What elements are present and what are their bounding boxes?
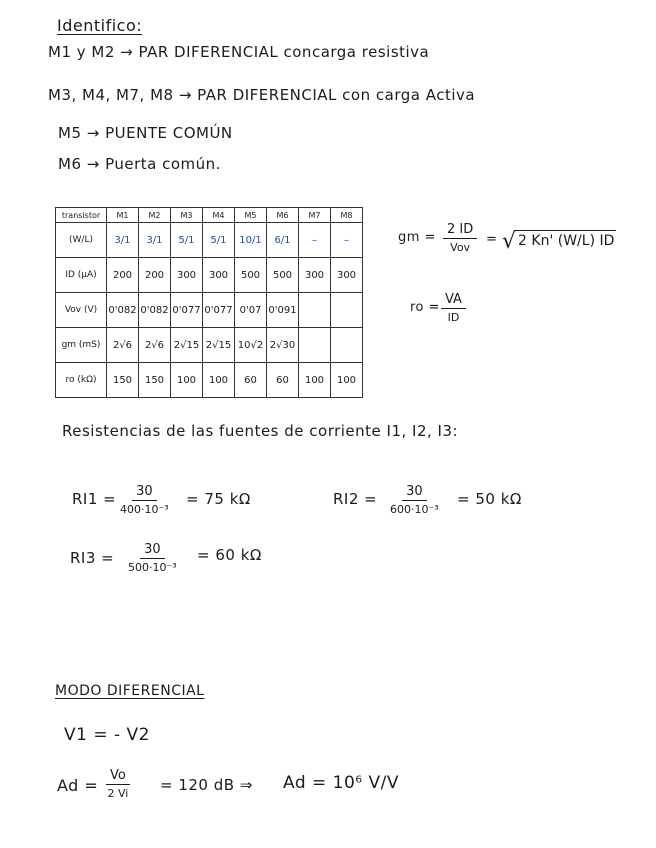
- table-cell: 3/1: [107, 223, 139, 258]
- table-cell: 3/1: [139, 223, 171, 258]
- table-cell: [331, 293, 363, 328]
- ad-numerator: Vo: [106, 768, 130, 785]
- line-m5: M5 → PUENTE COMÚN: [58, 124, 233, 142]
- table-cell: [299, 328, 331, 363]
- ri1-result: = 75 kΩ: [186, 490, 251, 508]
- table-cell: 100: [331, 363, 363, 398]
- gm-radicand: 2 Kn' (W/L) ID: [516, 230, 616, 249]
- col-header: M6: [267, 208, 299, 223]
- col-header: M3: [171, 208, 203, 223]
- table-cell: 2√30: [267, 328, 299, 363]
- table-cell: –: [331, 223, 363, 258]
- ad-fraction: [106, 768, 130, 800]
- table-cell: 100: [203, 363, 235, 398]
- ri1-numerator: 30: [132, 484, 157, 501]
- ri2-fraction: [390, 484, 439, 516]
- table-cell: 100: [299, 363, 331, 398]
- ro-fraction: [441, 292, 466, 324]
- table-cell: 2√15: [203, 328, 235, 363]
- table-cell: 5/1: [171, 223, 203, 258]
- gm-equals: =: [486, 232, 498, 247]
- table-cell: 60: [267, 363, 299, 398]
- table-cell: 2√15: [171, 328, 203, 363]
- table-cell: 0'091: [267, 293, 299, 328]
- table-cell: 300: [299, 258, 331, 293]
- col-header: M1: [107, 208, 139, 223]
- gm-denominator: Vov: [450, 241, 471, 254]
- table-cell: 300: [203, 258, 235, 293]
- gm-formula-lhs: gm =: [398, 230, 436, 245]
- col-header: M5: [235, 208, 267, 223]
- table-cell: 0'07: [235, 293, 267, 328]
- ri2-result: = 50 kΩ: [457, 490, 522, 508]
- table-cell: 0'077: [203, 293, 235, 328]
- ri1-lhs: RI1 =: [72, 490, 117, 508]
- table-cell: [331, 328, 363, 363]
- ro-numerator: VA: [441, 292, 466, 309]
- line-m3-m8: M3, M4, M7, M8 → PAR DIFERENCIAL con carga Activa: [48, 86, 476, 104]
- table-cell: 300: [171, 258, 203, 293]
- table-row-id: [56, 258, 363, 293]
- table-corner-label: transistor: [56, 208, 107, 223]
- col-header: M8: [331, 208, 363, 223]
- ri3-denominator: 500·10⁻³: [128, 561, 177, 574]
- ad-denominator: 2 Vi: [107, 787, 129, 800]
- col-header: M2: [139, 208, 171, 223]
- table-cell: 10√2: [235, 328, 267, 363]
- transistor-table: [55, 207, 363, 398]
- table-row-ro: [56, 363, 363, 398]
- row-label: ID (µA): [56, 258, 107, 293]
- ri2-numerator: 30: [402, 484, 427, 501]
- table-cell: 0'082: [139, 293, 171, 328]
- table-cell: 6/1: [267, 223, 299, 258]
- page-heading: Identifico:: [57, 16, 143, 35]
- ri3-fraction: [128, 542, 177, 574]
- ad-linear-value: Ad = 10⁶ V/V: [283, 773, 400, 793]
- col-header: M4: [203, 208, 235, 223]
- ad-lhs: Ad =: [57, 776, 99, 795]
- gm-numerator: 2 ID: [443, 222, 477, 239]
- voltage-relation: V1 = - V2: [64, 725, 150, 745]
- ri1-denominator: 400·10⁻³: [120, 503, 169, 516]
- table-cell: [299, 293, 331, 328]
- row-label: (W/L): [56, 223, 107, 258]
- ro-formula-lhs: ro =: [410, 300, 441, 315]
- differential-mode-title: MODO DIFERENCIAL: [55, 683, 205, 699]
- table-cell: 200: [139, 258, 171, 293]
- table-cell: 2√6: [107, 328, 139, 363]
- gm-sqrt-expression: [502, 229, 616, 254]
- table-cell: 60: [235, 363, 267, 398]
- col-header: M7: [299, 208, 331, 223]
- table-cell: 2√6: [139, 328, 171, 363]
- resistances-title: Resistencias de las fuentes de corriente I1, I2, I3:: [62, 422, 459, 440]
- table-cell: 0'077: [171, 293, 203, 328]
- sqrt-radical-symbol: √: [502, 229, 517, 254]
- table-cell: 100: [171, 363, 203, 398]
- gm-fraction: [443, 222, 477, 254]
- line-m1-m2: M1 y M2 → PAR DIFERENCIAL concarga resistiva: [48, 43, 430, 61]
- table-row-vov: [56, 293, 363, 328]
- table-row-gm: [56, 328, 363, 363]
- ri3-result: = 60 kΩ: [197, 546, 262, 564]
- ri3-numerator: 30: [140, 542, 165, 559]
- row-label: Vov (V): [56, 293, 107, 328]
- ri2-lhs: RI2 =: [333, 490, 378, 508]
- ri3-lhs: RI3 =: [70, 549, 115, 567]
- row-label: gm (mS): [56, 328, 107, 363]
- table-row-wl: [56, 223, 363, 258]
- ro-denominator: ID: [447, 311, 460, 324]
- table-cell: 200: [107, 258, 139, 293]
- table-cell: 150: [107, 363, 139, 398]
- table-cell: 500: [235, 258, 267, 293]
- ri1-fraction: [120, 484, 169, 516]
- table-cell: 500: [267, 258, 299, 293]
- table-cell: 300: [331, 258, 363, 293]
- table-cell: 0'082: [107, 293, 139, 328]
- table-cell: 10/1: [235, 223, 267, 258]
- table-cell: –: [299, 223, 331, 258]
- row-label: ro (kΩ): [56, 363, 107, 398]
- table-cell: 5/1: [203, 223, 235, 258]
- ri2-denominator: 600·10⁻³: [390, 503, 439, 516]
- ad-db-value: = 120 dB ⇒: [160, 776, 253, 794]
- line-m6: M6 → Puerta común.: [58, 155, 221, 173]
- table-cell: 150: [139, 363, 171, 398]
